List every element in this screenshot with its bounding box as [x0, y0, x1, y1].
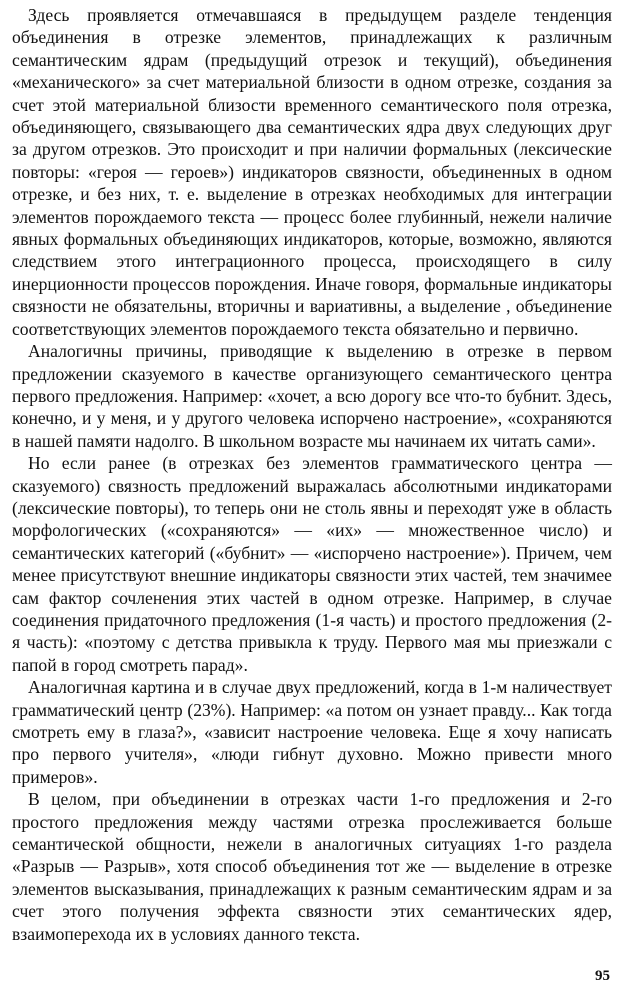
paragraph-1: Здесь проявляется отмечавшаяся в предыдущем разделе тенденция объединения в отрезке элементов, принадлежащих к различным семантическим ядрам (предыдущий отрезок и текущий), объединения «механического» за счет материальной близости в одном отрезке, создания за счет этой материальной близости временного семантического поля отрезка, объединяющего, связывающего два семантических ядра двух следующих друг за другом отрезков. Это происходит и при наличии формальных (лексические повторы: «героя — героев») индикаторов связности, объединенных в одном отрезке, и без них, т. е. выделение в отрезках необходимых для интеграции элементов порождаемого текста — процесс более глубинный, нежели наличие явных формальных объединяющих индикаторов, которые, возможно, являются следствием этого интеграционного процесса, происходящего в силу инерционности процессов порождения. Иначе говоря, формальные индикаторы связности не обязательны, вторичны и вариативны, а выделение , объединение соответствующих элементов порождаемого текста обязательно и первично.	[12, 5, 612, 339]
paragraph-2: Аналогичны причины, приводящие к выделению в отрезке в первом предложении сказуемого в качестве организующего семантического центра первого предложения. Например: «хочет, а всю дорогу все что-то бубнит. Здесь, конечно, и у меня, и у другого человека испорчено настроение», «сохраняются в нашей памяти надолго. В школьном возрасте мы начинаем их читать сами».	[12, 341, 612, 451]
paragraph-5: В целом, при объединении в отрезках части 1-го предложения и 2-го простого предложения между частями отрезка прослеживается больше семантической общности, нежели в аналогичных ситуациях 1-го раздела «Разрыв — Разрыв», хотя способ объединения тот же — выделение в отрезке элементов высказывания, принадлежащих к разным семантическим ядрам и за счет этого получения эффекта связности этих семантических ядер, взаимоперехода их в условиях данного текста.	[12, 789, 612, 944]
page-number: 95	[595, 968, 610, 984]
paragraph-4: Аналогичная картина и в случае двух предложений, когда в 1-м наличествует грамматический центр (23%). Например: «а потом он узнает правду... Как тогда смотреть ему в глаза?», «зависит настроение человека. Еще я хочу написать про первого учителя», «люди гибнут духовно. Можно привести много примеров».	[12, 677, 612, 787]
paragraph-3: Но если ранее (в отрезках без элементов грамматического центра — сказуемого) связность предложений выражалась абсолютными индикаторами (лексические повторы), то теперь они не столь явны и переходят уже в область морфологических («сохраняются» — «их» — множественное число) и семантических категорий («бубнит» — «испорчено настроение»). Причем, чем менее присутствуют внешние индикаторы связности этих частей, тем значимее сам фактор сочленения этих частей в одном отрезке. Например, в случае соединения придаточного предложения (1-я часть) и простого предложения (2-я часть): «поэтому с детства привыкла к труду. Первого мая мы приезжали с папой в город смотреть парад».	[12, 453, 612, 675]
